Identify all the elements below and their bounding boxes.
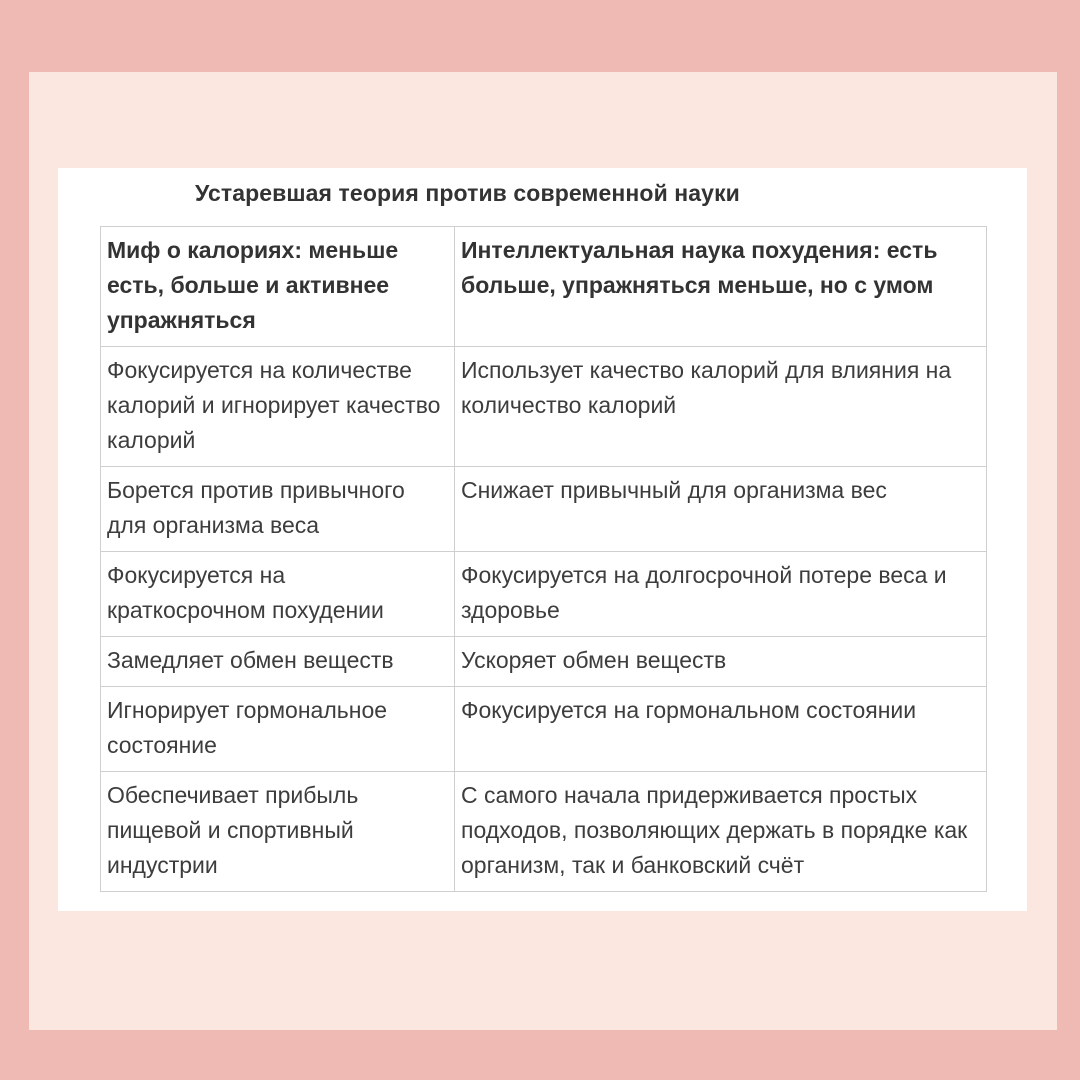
cell-myth: Обеспечивает прибыль пищевой и спортивный индустрии: [101, 772, 455, 892]
cell-myth: Игнорирует гормональное состояние: [101, 687, 455, 772]
table-row: [101, 772, 987, 892]
cell-science: Ускоряет обмен веществ: [455, 637, 987, 687]
table-header-row: [101, 227, 987, 347]
cell-myth: Борется против привычного для организма веса: [101, 467, 455, 552]
header-science: Интеллектуальная наука похудения: есть больше, упражняться меньше, но с умом: [455, 227, 987, 347]
table-row: [101, 637, 987, 687]
cell-myth: Фокусируется на количестве калорий и игнорирует качество калорий: [101, 347, 455, 467]
table-row: [101, 687, 987, 772]
cell-science: Использует качество калорий для влияния на количество калорий: [455, 347, 987, 467]
header-myth: Миф о калориях: меньше есть, больше и активнее упражняться: [101, 227, 455, 347]
cell-myth: Фокусируется на краткосрочном похудении: [101, 552, 455, 637]
table-row: [101, 347, 987, 467]
table-row: [101, 467, 987, 552]
cell-science: Фокусируется на долгосрочной потере веса и здоровье: [455, 552, 987, 637]
cell-science: Фокусируется на гормональном состоянии: [455, 687, 987, 772]
page-title: Устаревшая теория против современной науки: [195, 180, 740, 206]
cell-science: Снижает привычный для организма вес: [455, 467, 987, 552]
cell-science: С самого начала придерживается простых подходов, позволяющих держать в порядке как организм, так и банковский счёт: [455, 772, 987, 892]
comparison-table: [100, 226, 987, 892]
cell-myth: Замедляет обмен веществ: [101, 637, 455, 687]
table-row: [101, 552, 987, 637]
